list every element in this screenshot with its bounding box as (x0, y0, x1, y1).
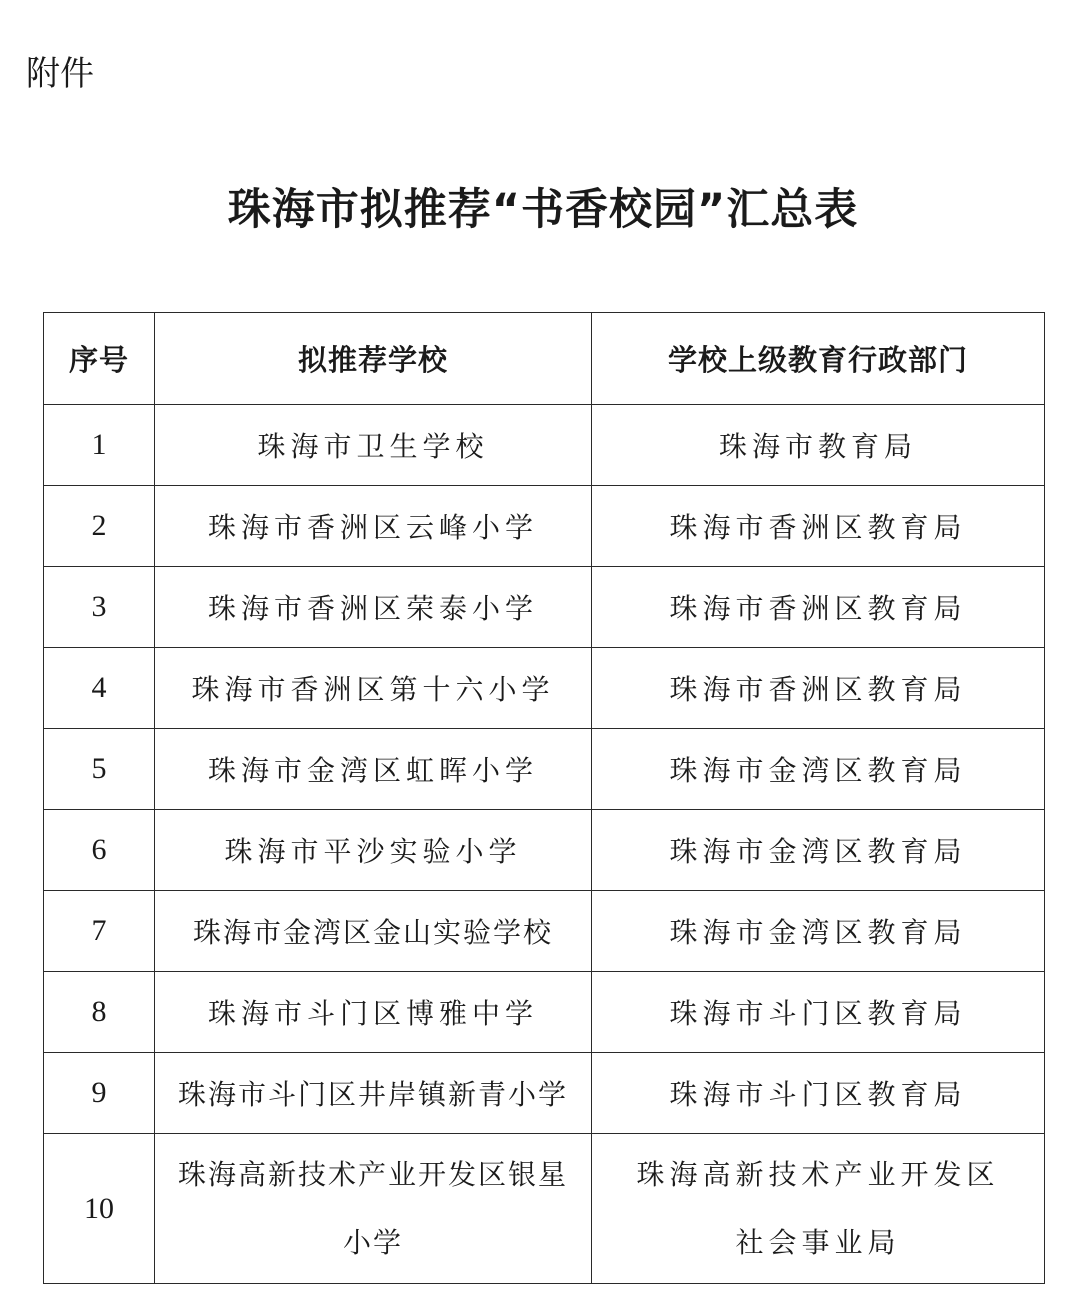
row-number: 3 (44, 567, 155, 648)
table-row (44, 1134, 1045, 1284)
table-header-row (44, 313, 1045, 405)
row-number: 2 (44, 486, 155, 567)
table-row (44, 810, 1045, 891)
row-department-line: 社会事业局 (735, 1225, 901, 1259)
row-department: 珠海市金湾区教育局 (592, 891, 1045, 972)
row-school-line: 小学 (342, 1225, 403, 1259)
document-title: 珠海市拟推荐“书香校园”汇总表 (227, 185, 859, 235)
table-row (44, 729, 1045, 810)
row-department: 珠海市香洲区教育局 (592, 567, 1045, 648)
row-department: 珠海市教育局 (592, 405, 1045, 486)
row-department-line: 珠海高新技术产业开发区 (636, 1157, 1000, 1191)
row-school: 珠海市金湾区虹晖小学 (155, 729, 592, 810)
table-row (44, 405, 1045, 486)
row-number: 8 (44, 972, 155, 1053)
row-school: 珠海市平沙实验小学 (155, 810, 592, 891)
row-school: 珠海市卫生学校 (155, 405, 592, 486)
row-school: 珠海市金湾区金山实验学校 (155, 891, 592, 972)
row-department: 珠海市香洲区教育局 (592, 486, 1045, 567)
row-school: 珠海市香洲区荣泰小学 (155, 567, 592, 648)
row-department: 珠海市斗门区教育局 (592, 1053, 1045, 1134)
table-row (44, 648, 1045, 729)
row-number: 6 (44, 810, 155, 891)
row-department: 珠海市斗门区教育局 (592, 972, 1045, 1053)
table-row (44, 972, 1045, 1053)
row-school (155, 1134, 592, 1284)
row-number: 5 (44, 729, 155, 810)
row-number: 7 (44, 891, 155, 972)
row-department (592, 1134, 1045, 1284)
row-department: 珠海市金湾区教育局 (592, 729, 1045, 810)
attachment-label: 附件 (26, 54, 94, 94)
row-school: 珠海市斗门区井岸镇新青小学 (155, 1053, 592, 1134)
row-number: 1 (44, 405, 155, 486)
row-department: 珠海市香洲区教育局 (592, 648, 1045, 729)
row-school: 珠海市斗门区博雅中学 (155, 972, 592, 1053)
table-row (44, 1053, 1045, 1134)
table-row (44, 891, 1045, 972)
row-school-line: 珠海高新技术产业开发区银星 (177, 1157, 568, 1191)
header-number: 序号 (44, 313, 155, 405)
row-number: 9 (44, 1053, 155, 1134)
summary-table (43, 312, 1045, 1284)
header-department: 学校上级教育行政部门 (592, 313, 1045, 405)
table-row (44, 567, 1045, 648)
row-department: 珠海市金湾区教育局 (592, 810, 1045, 891)
row-number: 4 (44, 648, 155, 729)
header-school: 拟推荐学校 (155, 313, 592, 405)
row-school: 珠海市香洲区第十六小学 (155, 648, 592, 729)
row-school: 珠海市香洲区云峰小学 (155, 486, 592, 567)
table-row (44, 486, 1045, 567)
row-number: 10 (44, 1134, 155, 1284)
